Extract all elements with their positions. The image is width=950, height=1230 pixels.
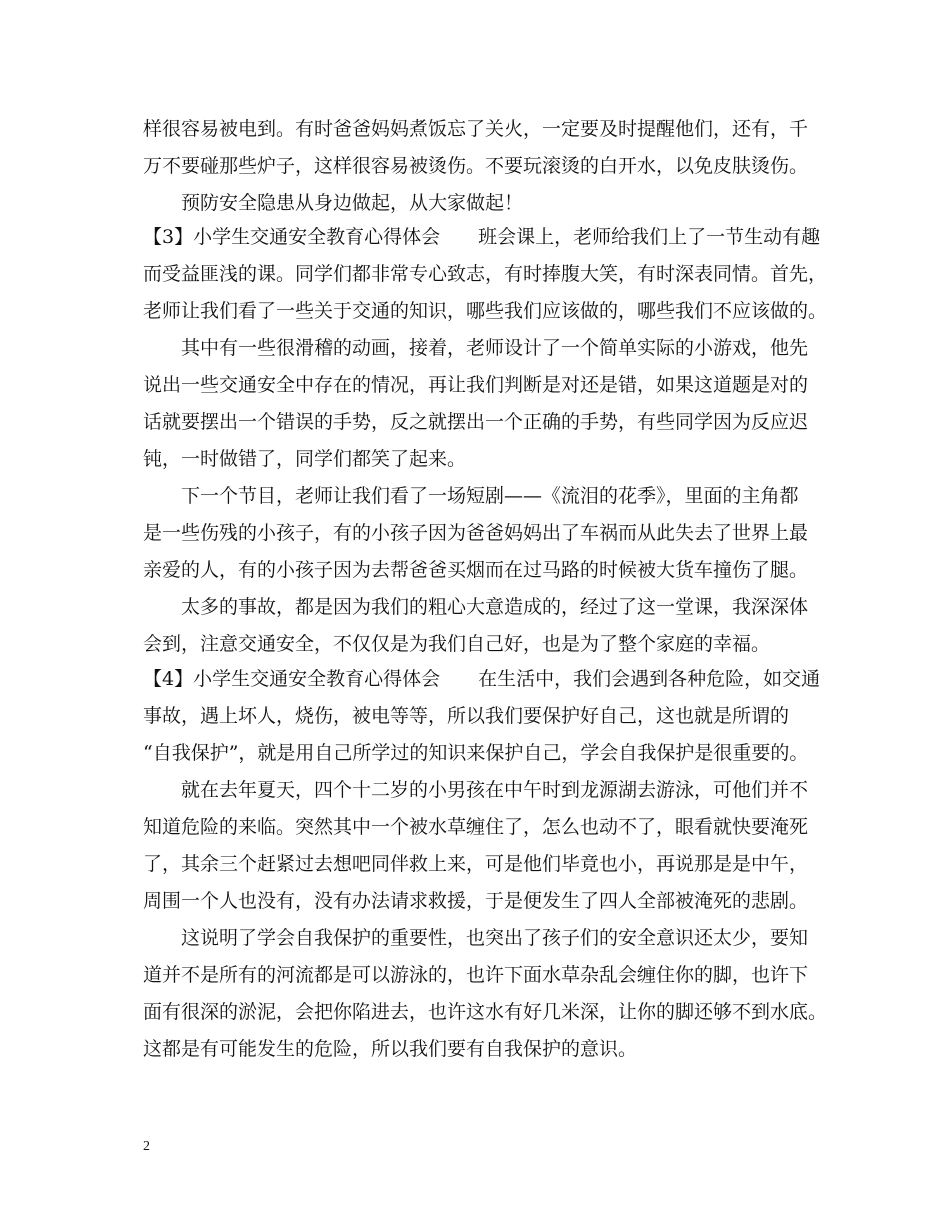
text-line: 钝，一时做错了，同学们都笑了起来。: [143, 448, 467, 470]
section-heading-line: 【3】小学生交通安全教育心得体会 班会课上，老师给我们上了一节生动有趣: [143, 226, 821, 248]
text-line: 这都是有可能发生的危险，所以我们要有自我保护的意识。: [143, 1038, 638, 1060]
text-line: 样很容易被电到。有时爸爸妈妈煮饭忘了关火，一定要及时提醒他们，还有，千: [143, 118, 809, 140]
text-line: 会到，注意交通安全，不仅仅是为我们自己好，也是为了整个家庭的幸福。: [143, 633, 771, 655]
text-line: 太多的事故，都是因为我们的粗心大意造成的，经过了这一堂课，我深深体: [143, 596, 809, 618]
text-line: 话就要摆出一个错误的手势，反之就摆出一个正确的手势，有些同学因为反应迟: [143, 411, 809, 433]
text-line: 就在去年夏天，四个十二岁的小男孩在中午时到龙源湖去游泳，可他们并不: [143, 779, 809, 801]
text-line: 而受益匪浅的课。同学们都非常专心致志，有时捧腹大笑，有时深表同情。首先，: [143, 263, 828, 285]
text-line: 下一个节目，老师让我们看了一场短剧——《流泪的花季》，里面的主角都: [143, 485, 799, 507]
text-line: “自我保护”，就是用自己所学过的知识来保护自己，学会自我保护是很重要的。: [143, 742, 809, 764]
text-line: 面有很深的淤泥，会把你陷进去，也许这水有好几米深，让你的脚还够不到水底。: [143, 1001, 828, 1023]
text-line: 了，其余三个赶紧过去想吧同伴救上来，可是他们毕竟也小，再说那是是中午，: [143, 853, 809, 875]
text-line: 是一些伤残的小孩子，有的小孩子因为爸爸妈妈出了车祸而从此失去了世界上最: [143, 522, 809, 544]
text-line: 说出一些交通安全中存在的情况，再让我们判断是对还是错，如果这道题是对的: [143, 374, 809, 396]
text-line: 老师让我们看了一些关于交通的知识，哪些我们应该做的，哪些我们不应该做的。: [143, 300, 828, 322]
text-line: 预防安全隐患从身边做起，从大家做起！: [143, 192, 524, 214]
page-number: 2: [143, 1139, 150, 1154]
text-line: 这说明了学会自我保护的重要性，也突出了孩子们的安全意识还太少，要知: [143, 927, 809, 949]
text-line: 亲爱的人，有的小孩子因为去帮爸爸买烟而在过马路的时候被大货车撞伤了腿。: [143, 559, 809, 581]
text-line: 知道危险的来临。突然其中一个被水草缠住了，怎么也动不了，眼看就快要淹死: [143, 816, 809, 838]
text-line: 万不要碰那些炉子，这样很容易被烫伤。不要玩滚烫的白开水，以免皮肤烫伤。: [143, 155, 809, 177]
text-line: 周围一个人也没有，没有办法请求救援，于是便发生了四人全部被淹死的悲剧。: [143, 890, 809, 912]
text-line: 事故，遇上坏人，烧伤，被电等等，所以我们要保护好自己，这也就是所谓的: [143, 705, 790, 727]
text-line: 其中有一些很滑稽的动画，接着，老师设计了一个简单实际的小游戏，他先: [143, 337, 809, 359]
section-heading-line: 【4】小学生交通安全教育心得体会 在生活中，我们会遇到各种危险，如交通: [143, 668, 821, 690]
text-line: 道并不是所有的河流都是可以游泳的，也许下面水草杂乱会缠住你的脚，也许下: [143, 964, 809, 986]
